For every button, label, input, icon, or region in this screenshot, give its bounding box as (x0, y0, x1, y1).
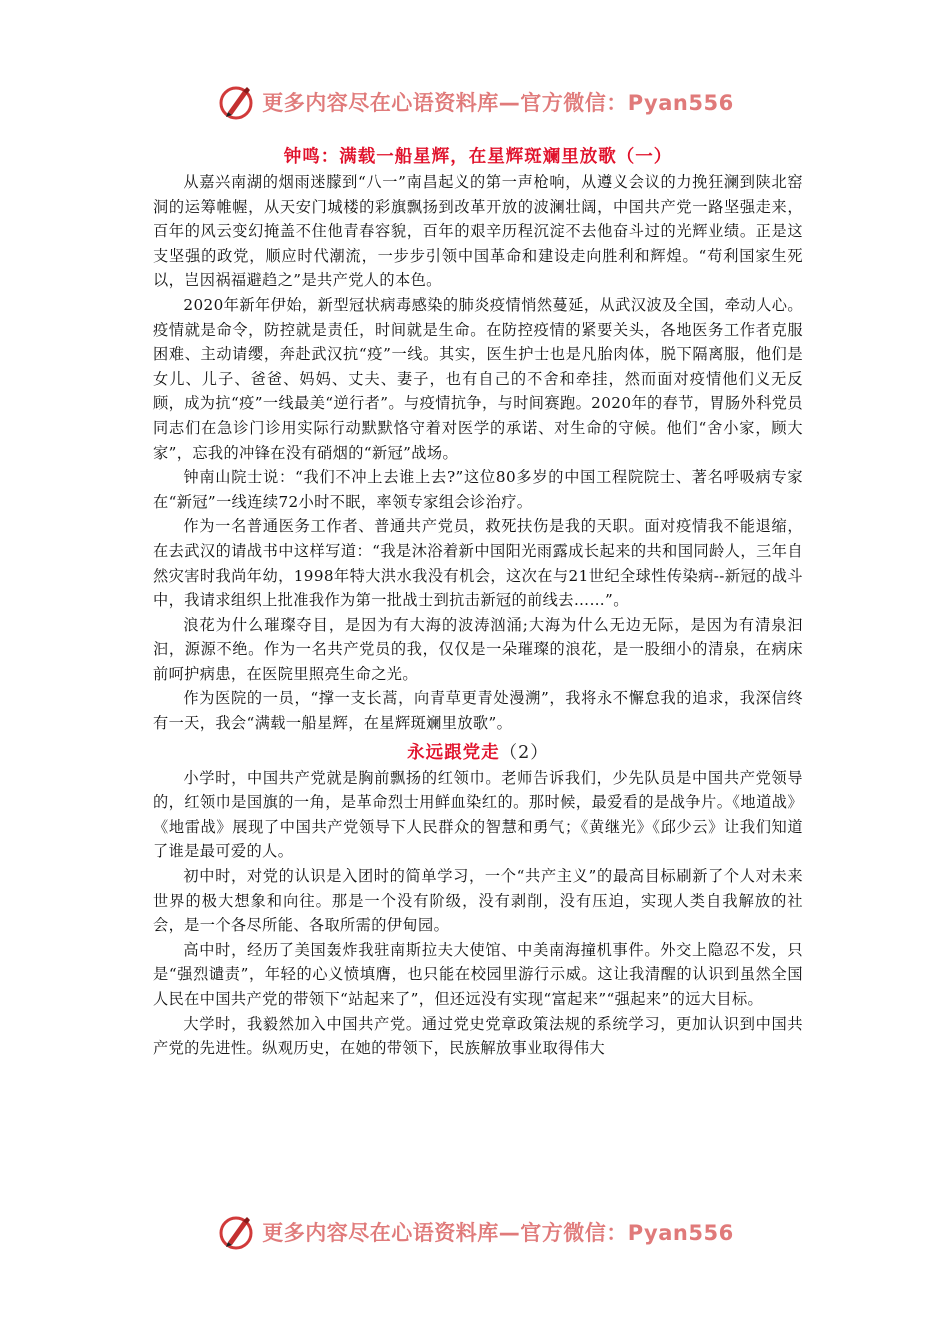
section1-title: 钟鸣：满载一船星辉，在星辉斑斓里放歌（一） (283, 147, 673, 167)
header-banner-inner (216, 82, 733, 122)
header-banner-text: 更多内容尽在心语资料库—官方微信：Pyan556 (262, 91, 734, 115)
section2-title-line (153, 740, 803, 766)
section2-paragraph-3: 高中时，经历了美国轰炸我驻南斯拉夫大使馆、中美南海撞机事件。外交上隐忍不发，只是“强烈谴责”，年轻的心义愤填膺，也只能在校园里游行示威。这让我清醒的认识到虽然全国人民在中国共产党的带领下“站起来了”，但还远没有实现“富起来”“强起来”的远大目标。 (153, 940, 803, 1008)
section1-paragraph-5: 浪花为什么璀璨夺目，是因为有大海的波涛汹涌;大海为什么无边无际，是因为有清泉汩汩，源源不绝。作为一名共产党员的我，仅仅是一朵璀璨的浪花，是一股细小的清泉，在病床前呵护病患，在医院里照亮生命之光。 (153, 615, 803, 683)
section2-paragraph-2: 初中时，对党的认识是入团时的简单学习，一个“共产主义”的最高目标刷新了个人对未来世界的极大想象和向往。那是一个没有阶级，没有剥削，没有压迫，实现人类自我解放的社会，是一个各尽所能、各取所需的伊甸园。 (153, 867, 803, 935)
section1-paragraph-4: 作为一名普通医务工作者、普通共产党员，救死扶伤是我的天职。面对疫情我不能退缩，在去武汉的请战书中这样写道：“我是沐浴着新中国阳光雨露成长起来的共和国同龄人，三年自然灾害时我尚年幼，1998年特大洪水我没有机会，这次在与21世纪全球性传染病--新冠的战斗中，我请求组织上批准我作为第一批战士到抗击新冠的前线去……”。 (153, 517, 803, 610)
pen-logo-icon (216, 82, 256, 122)
section2-title: 永远跟党走 (407, 742, 500, 763)
header-banner (0, 80, 950, 124)
section1-paragraph-3: 钟南山院士说：“我们不冲上去谁上去?”这位80多岁的中国工程院院士、著名呼吸病专家在“新冠”一线连续72小时不眠，率领专家组会诊治疗。 (153, 468, 803, 511)
section2-paragraph-4: 大学时，我毅然加入中国共产党。通过党史党章政策法规的系统学习，更加认识到中国共产党的先进性。纵观历史，在她的带领下，民族解放事业取得伟大 (153, 1014, 803, 1058)
section2-paragraph-1: 小学时，中国共产党就是胸前飘扬的红领巾。老师告诉我们，少先队员是中国共产党领导的，红领巾是国旗的一角，是革命烈士用鲜血染红的。那时候，最爱看的是战争片。《地道战》《地雷战》展现了中国共产党领导下人民群众的智慧和勇气；《黄继光》《邱少云》让我们知道了谁是最可爱的人。 (153, 768, 803, 861)
section1-paragraph-2: 2020年新年伊始，新型冠状病毒感染的肺炎疫情悄然蔓延，从武汉波及全国，牵动人心。疫情就是命令，防控就是责任，时间就是生命。在防控疫情的紧要关头，各地医务工作者克服困难、主动请缨，奔赴武汉抗“疫”一线。其实，医生护士也是凡胎肉体，脱下隔离服，他们是女儿、儿子、爸爸、妈妈、丈夫、妻子，也有自己的不舍和牵挂，然而面对疫情他们义无反顾，成为抗“疫”一线最美“逆行者”。与疫情抗争，与时间赛跑。2020年的春节，胃肠外科党员同志们在急诊门诊用实际行动默默恪守着对医学的承诺、对生命的守候。他们“舍小家，顾大家”，忘我的冲锋在没有硝烟的“新冠”战场。 (153, 295, 803, 462)
document-body (153, 144, 803, 1061)
section1-paragraph-1: 从嘉兴南湖的烟雨迷朦到“八一”南昌起义的第一声枪响，从遵义会议的力挽狂澜到陕北窑洞的运筹帷幄，从天安门城楼的彩旗飘扬到改革开放的波澜壮阔，中国共产党一路坚强走来，百年的风云变幻掩盖不住他青春容貌，百年的艰辛历程沉淀不去他奋斗过的光辉业绩。正是这支坚强的政党，顺应时代潮流，一步步引领中国革命和建设走向胜利和辉煌。“苟利国家生死以，岂因祸福避趋之”是共产党人的本色。 (153, 173, 803, 290)
pen-logo-icon (216, 1212, 256, 1252)
footer-banner (0, 1210, 950, 1254)
section1-paragraph-6: 作为医院的一员，“撑一支长蒿，向青草更青处漫溯”，我将永不懈怠我的追求，我深信终有一天，我会“满载一船星辉，在星辉斑斓里放歌”。 (153, 689, 803, 733)
footer-banner-text: 更多内容尽在心语资料库—官方微信：Pyan556 (262, 1221, 734, 1245)
section2-number: （2） (499, 742, 549, 763)
footer-banner-inner (216, 1212, 733, 1252)
